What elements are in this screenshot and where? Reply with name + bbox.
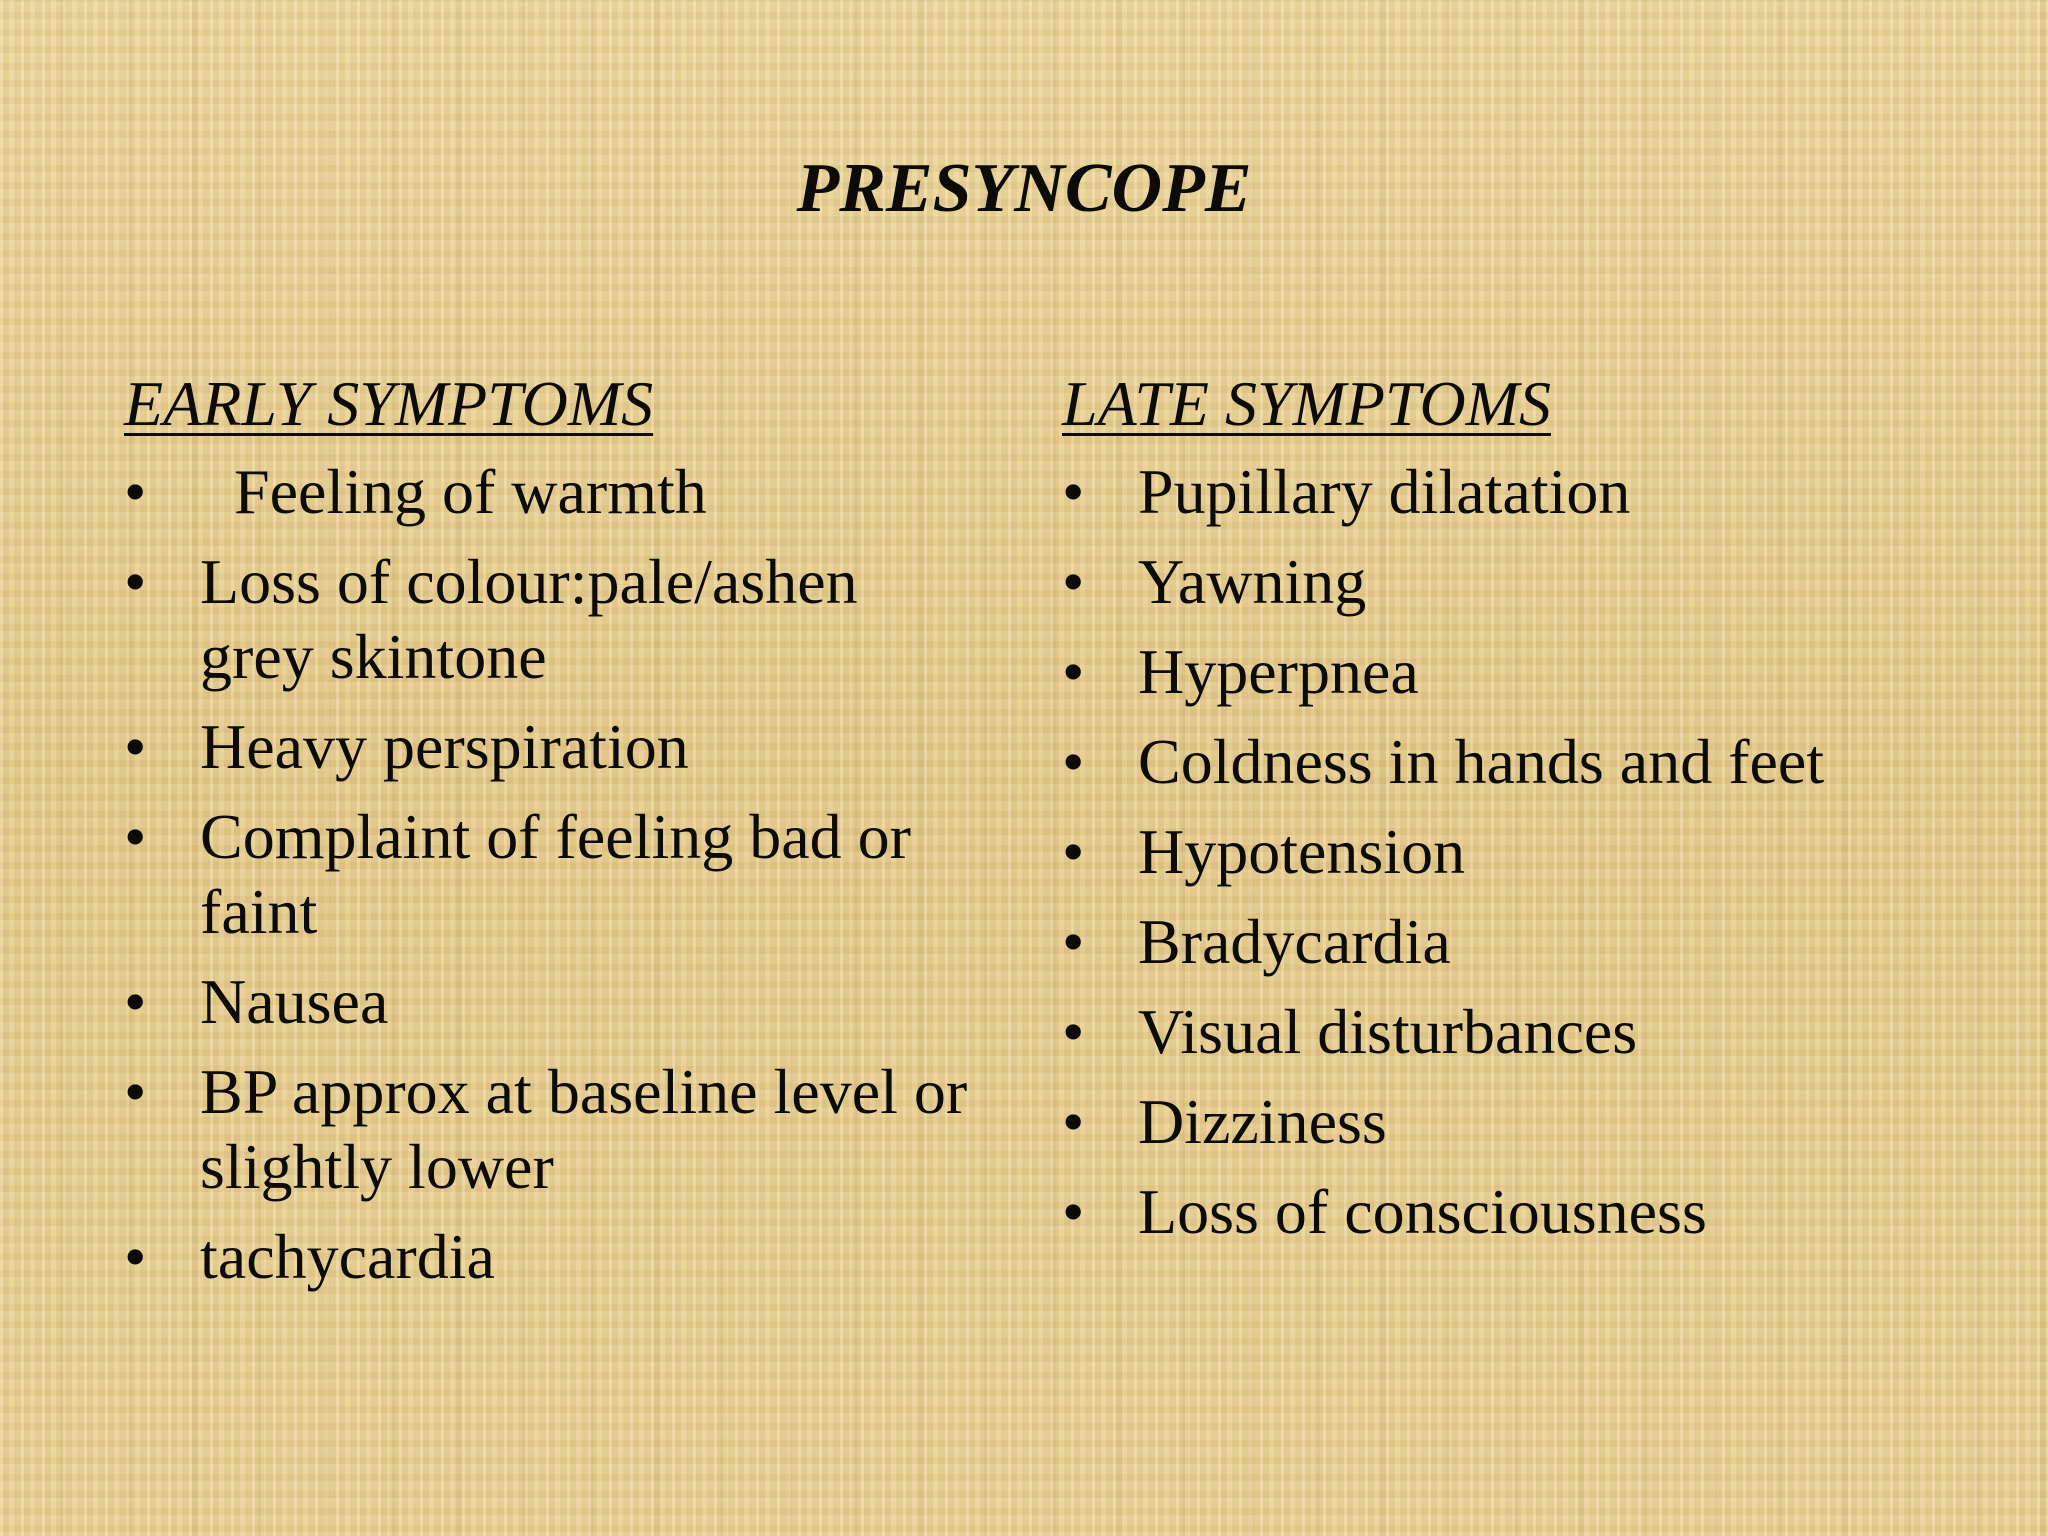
list-item — [1062, 634, 2002, 709]
list-item-text: Nausea — [200, 966, 389, 1037]
list-item-text: Bradycardia — [1138, 906, 1451, 977]
bullet-icon: • — [1062, 456, 1085, 527]
list-item-text: Hypotension — [1138, 816, 1466, 887]
list-item — [124, 964, 984, 1039]
list-item — [1062, 814, 2002, 889]
bullet-icon: • — [124, 546, 147, 617]
bullet-icon: • — [1062, 1086, 1085, 1157]
list-item — [1062, 904, 2002, 979]
list-item-text: Heavy perspiration — [200, 711, 689, 782]
bullet-icon: • — [124, 1221, 147, 1292]
bullet-icon: • — [1062, 906, 1085, 977]
late-symptoms-column — [1062, 362, 2002, 1264]
late-symptoms-list — [1062, 454, 2002, 1249]
bullet-icon: • — [1062, 636, 1085, 707]
early-symptoms-list — [124, 454, 984, 1294]
bullet-icon: • — [124, 801, 147, 872]
bullet-icon: • — [1062, 546, 1085, 617]
list-item-text: Yawning — [1138, 546, 1367, 617]
bullet-icon: • — [1062, 996, 1085, 1067]
bullet-icon: • — [1062, 1176, 1085, 1247]
early-symptoms-heading: EARLY SYMPTOMS — [124, 368, 654, 439]
list-item — [124, 799, 984, 949]
list-item — [1062, 1174, 2002, 1249]
list-item-text: Dizziness — [1138, 1086, 1387, 1157]
list-item-text: Loss of consciousness — [1138, 1176, 1707, 1247]
list-item — [1062, 454, 2002, 529]
list-item — [1062, 544, 2002, 619]
list-item — [124, 709, 984, 784]
late-symptoms-heading: LATE SYMPTOMS — [1062, 368, 1551, 439]
list-item-text: Pupillary dilatation — [1138, 456, 1631, 527]
list-item-text: Visual disturbances — [1138, 996, 1638, 1067]
bullet-icon: • — [124, 1056, 147, 1127]
list-item-text: Hyperpnea — [1138, 636, 1419, 707]
list-item — [1062, 1084, 2002, 1159]
bullet-icon: • — [1062, 726, 1085, 797]
list-item-text: Complaint of feeling bad or faint — [200, 801, 911, 947]
list-item — [1062, 994, 2002, 1069]
list-item — [1062, 724, 2002, 799]
list-item — [124, 1054, 984, 1204]
list-item-text: Coldness in hands and feet — [1138, 726, 1825, 797]
list-item-text: tachycardia — [200, 1221, 495, 1292]
early-symptoms-column — [124, 362, 984, 1309]
list-item — [124, 544, 984, 694]
list-item-text: Feeling of warmth — [234, 456, 707, 527]
list-item-text: Loss of colour:pale/ashen grey skintone — [200, 546, 858, 692]
bullet-icon: • — [124, 966, 147, 1037]
bullet-icon: • — [1062, 816, 1085, 887]
bullet-icon: • — [124, 711, 147, 782]
bullet-icon: • — [124, 456, 147, 527]
list-item-text: BP approx at baseline level or slightly lower — [200, 1056, 968, 1202]
list-item — [124, 454, 984, 529]
list-item — [124, 1219, 984, 1294]
slide-title: PRESYNCOPE — [796, 150, 1252, 227]
